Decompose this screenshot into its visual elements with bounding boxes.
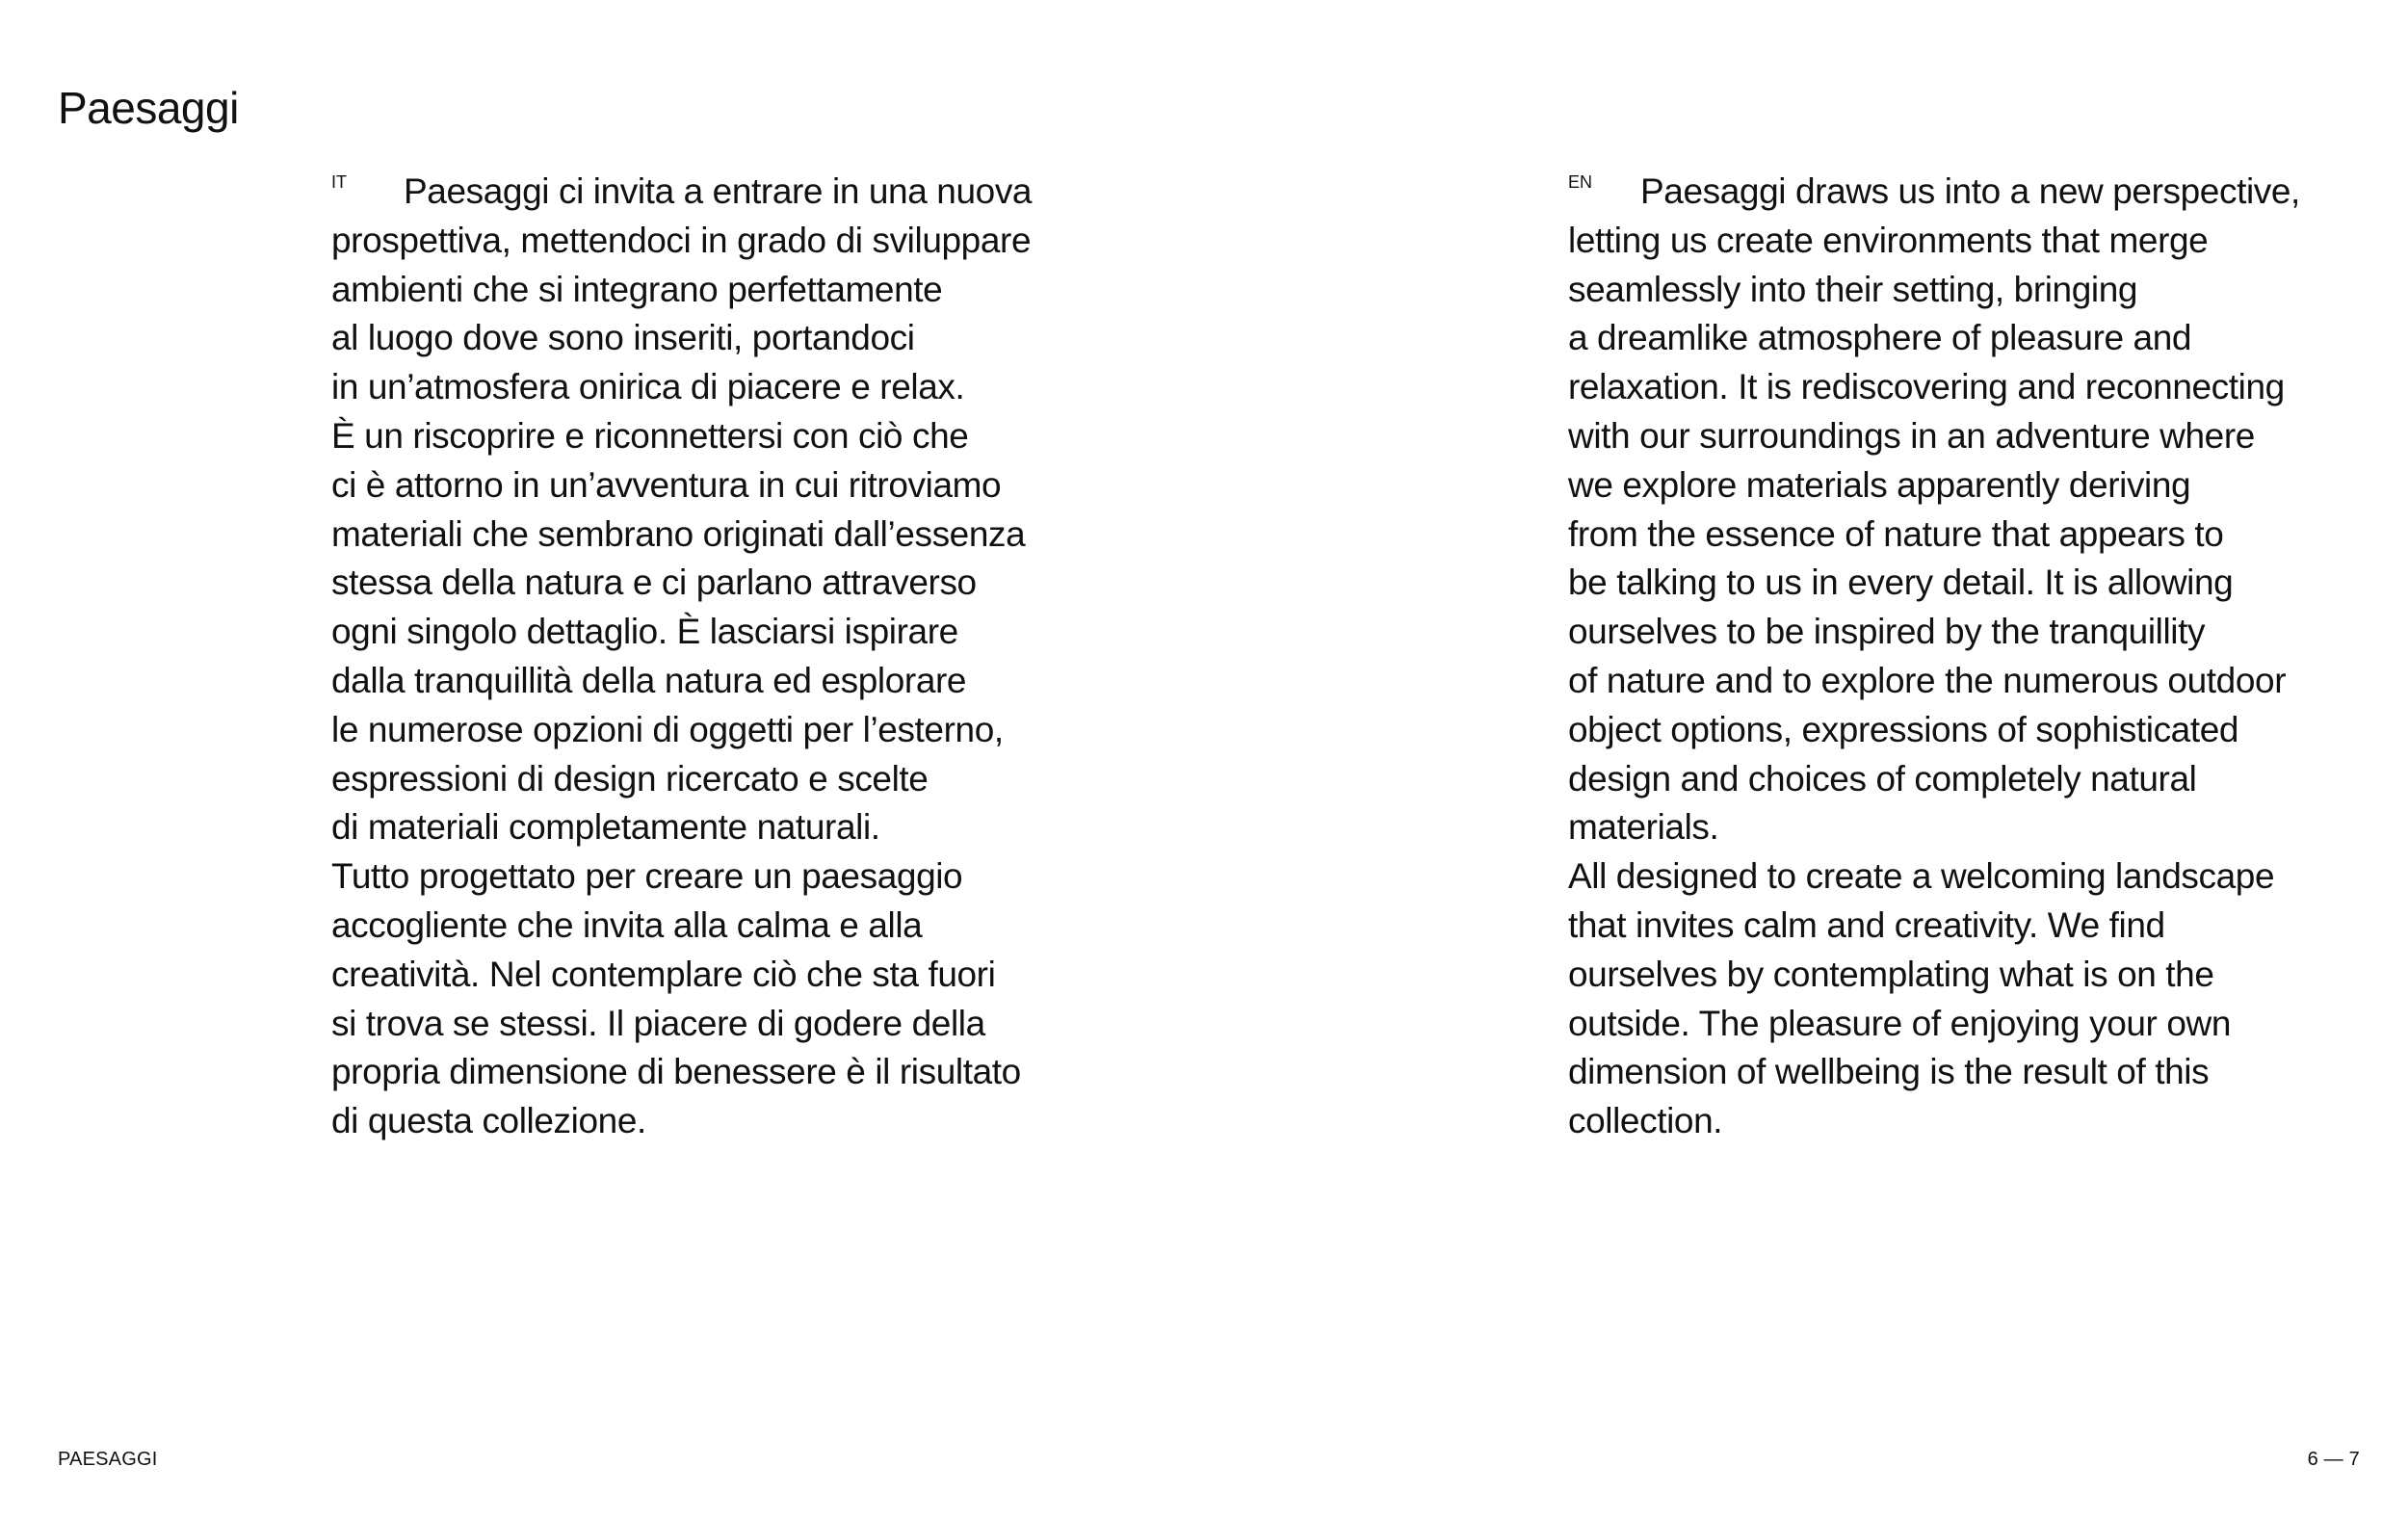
english-line: be talking to us in every detail. It is allowing	[1568, 563, 2234, 603]
italian-line-text: Paesaggi ci invita a entrare in una nuova	[404, 171, 1033, 211]
italian-line: si trova se stessi. Il piacere di godere della	[331, 1003, 985, 1043]
italian-line	[331, 168, 1102, 217]
english-line: from the essence of nature that appears to	[1568, 513, 2224, 554]
italian-line: Tutto progettato per creare un paesaggio	[331, 856, 963, 897]
footer-page-numbers: 6 — 7	[2307, 1449, 2360, 1470]
english-text-column	[1568, 168, 2377, 1146]
italian-line: in un’atmosfera onirica di piacere e relax.	[331, 367, 965, 407]
italian-line: dalla tranquillità della natura ed esplorare	[331, 660, 967, 700]
language-tag-it: IT	[331, 172, 347, 192]
english-line: we explore materials apparently deriving	[1568, 464, 2191, 505]
italian-line: ci è attorno in un’avventura in cui ritroviamo	[331, 464, 1002, 505]
english-line: a dreamlike atmosphere of pleasure and	[1568, 318, 2192, 358]
italian-line: ogni singolo dettaglio. È lasciarsi ispirare	[331, 612, 958, 652]
italian-line: le numerose opzioni di oggetti per l’esterno,	[331, 709, 1004, 749]
italian-text-column	[331, 168, 1102, 1146]
english-line: design and choices of completely natural	[1568, 758, 2197, 799]
english-line: with our surroundings in an adventure where	[1568, 415, 2255, 456]
italian-line: prospettiva, mettendoci in grado di sviluppare	[331, 220, 1032, 260]
english-line: object options, expressions of sophisticated	[1568, 709, 2239, 749]
english-line: materials.	[1568, 807, 1719, 848]
english-line: collection.	[1568, 1101, 1723, 1141]
italian-line: accogliente che invita alla calma e alla	[331, 904, 923, 945]
english-line: outside. The pleasure of enjoying your own	[1568, 1003, 2232, 1043]
english-line: ourselves to be inspired by the tranquillity	[1568, 612, 2206, 652]
italian-line: al luogo dove sono inseriti, portandoci	[331, 318, 915, 358]
italian-line: stessa della natura e ci parlano attraverso	[331, 563, 977, 603]
page-title: Paesaggi	[58, 83, 239, 133]
italian-line: È un riscoprire e riconnettersi con ciò che	[331, 415, 969, 456]
italian-line: di questa collezione.	[331, 1101, 646, 1141]
italian-line: di materiali completamente naturali.	[331, 807, 880, 848]
english-line: letting us create environments that merge	[1568, 220, 2209, 260]
english-line: All designed to create a welcoming landscape	[1568, 856, 2275, 897]
italian-line: espressioni di design ricercato e scelte	[331, 758, 929, 799]
english-line: of nature and to explore the numerous outdoor	[1568, 660, 2287, 700]
english-line: seamlessly into their setting, bringing	[1568, 269, 2138, 309]
italian-line: creatività. Nel contemplare ciò che sta fuori	[331, 954, 996, 994]
english-line	[1568, 168, 2377, 217]
english-line-text: Paesaggi draws us into a new perspective,	[1640, 171, 2300, 211]
language-tag-en: EN	[1568, 172, 1593, 192]
english-line: relaxation. It is rediscovering and reconnecting	[1568, 367, 2285, 407]
footer-section-label: PAESAGGI	[58, 1449, 158, 1470]
english-line: ourselves by contemplating what is on the	[1568, 954, 2214, 994]
english-line: that invites calm and creativity. We find	[1568, 904, 2165, 945]
italian-line: propria dimensione di benessere è il risultato	[331, 1052, 1021, 1092]
italian-line: materiali che sembrano originati dall’essenza	[331, 513, 1026, 554]
italian-line: ambienti che si integrano perfettamente	[331, 269, 943, 309]
english-line: dimension of wellbeing is the result of this	[1568, 1052, 2210, 1092]
